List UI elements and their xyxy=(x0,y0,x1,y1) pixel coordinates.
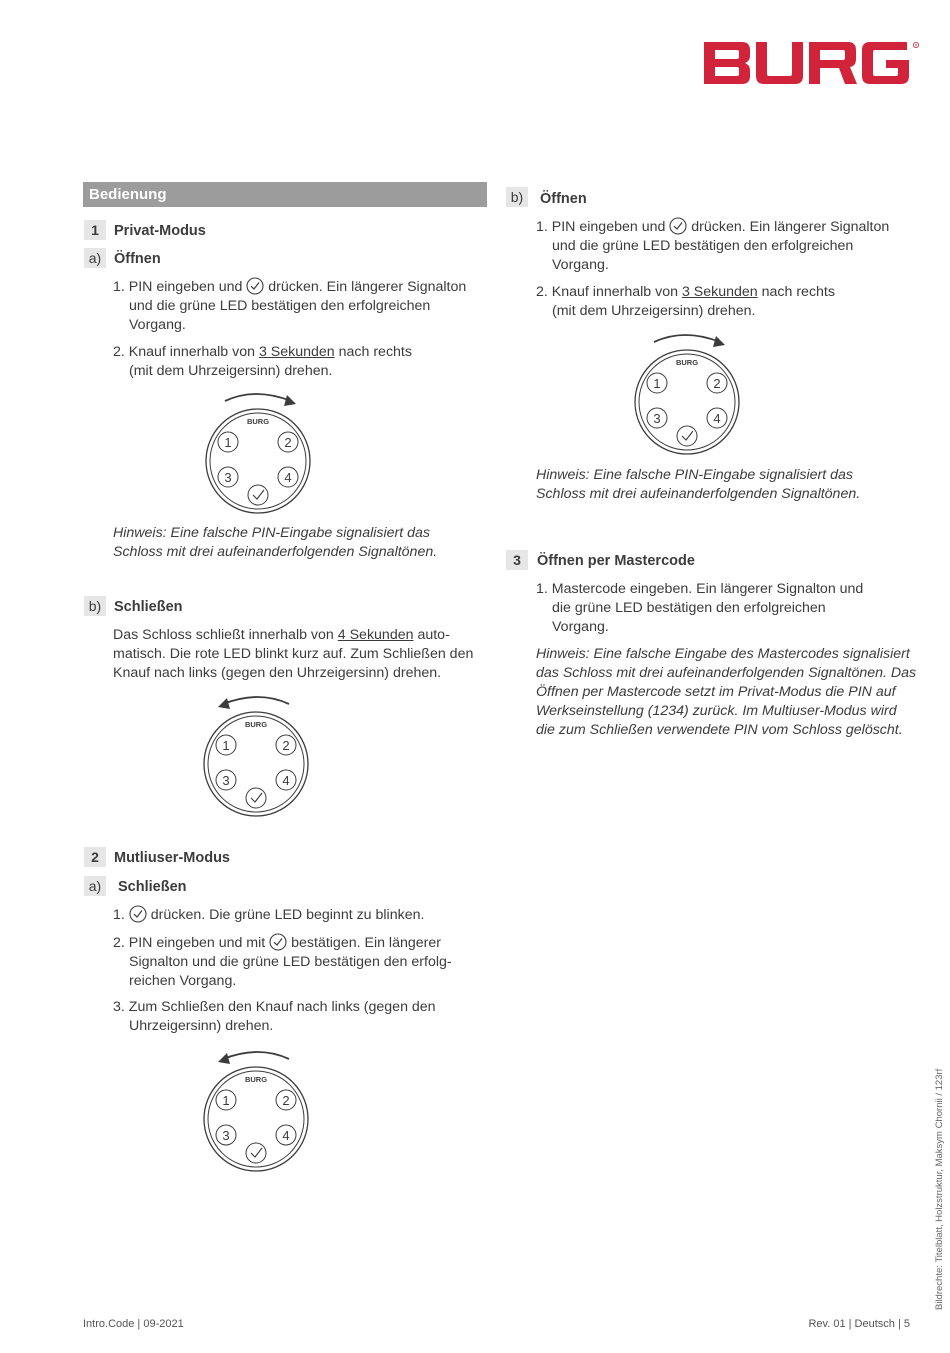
section-title: Bedienung xyxy=(83,182,487,207)
key-4-label: 4 xyxy=(284,470,292,485)
key-1-label: 1 xyxy=(222,738,230,753)
footer-page-info: Rev. 01 | Deutsch | 5 xyxy=(808,1318,910,1330)
key-2-label: 2 xyxy=(282,1093,290,1108)
right-open-hint: Hinweis: Eine falsche PIN-Eingabe signalisiert das Schloss mit drei aufeinanderfolgenden Signaltönen. xyxy=(536,467,861,502)
key-2-label: 2 xyxy=(713,376,721,391)
lock-keypad-counterclockwise-diagram xyxy=(201,692,311,817)
key-3-label: 3 xyxy=(224,470,232,485)
svg-text:R: R xyxy=(914,43,918,48)
key-3-label: 3 xyxy=(222,773,230,788)
lock-brand-label: BURG xyxy=(246,417,270,426)
check-key-icon xyxy=(246,277,264,295)
right-open-step-2: 2. Knauf innerhalb von 3 Sekunden nach rechts (mit dem Uhrzeigersinn) drehen. xyxy=(536,284,835,319)
key-3-label: 3 xyxy=(653,411,661,426)
sub-label-badge: b) xyxy=(506,187,528,207)
open-heading: Öffnen xyxy=(114,251,161,267)
open-heading: Öffnen xyxy=(540,191,587,207)
image-credits: Bildrechte: Titelblatt, Holzstruktur, Maksym Chornii / 123rf xyxy=(934,1068,945,1310)
privat-open-hint: Hinweis: Eine falsche PIN-Eingabe signalisiert das Schloss mit drei aufeinanderfolgenden Signaltönen. xyxy=(113,525,438,560)
close-heading: Schließen xyxy=(118,879,187,895)
lock-keypad-clockwise-diagram xyxy=(203,389,313,514)
lock-brand-label: BURG xyxy=(244,720,268,729)
check-key-icon xyxy=(129,905,147,923)
key-4-label: 4 xyxy=(282,1128,290,1143)
privat-open-step-1: 1. PIN eingeben und drücken. Ein längerer Signalton und die grüne LED bestätigen den erfolgreichen Vorgang. xyxy=(113,279,467,333)
sub-label-badge: b) xyxy=(84,596,106,616)
check-key-icon xyxy=(669,217,687,235)
step-number-badge: 2 xyxy=(84,847,106,867)
sub-label-badge: a) xyxy=(84,876,106,896)
step-number-badge: 3 xyxy=(506,550,528,570)
sub-label-badge: a) xyxy=(84,248,106,268)
burg-logo xyxy=(704,42,920,84)
lock-keypad-counterclockwise-diagram xyxy=(201,1047,311,1172)
key-1-label: 1 xyxy=(224,435,232,450)
key-4-label: 4 xyxy=(713,411,721,426)
lock-brand-label: BURG xyxy=(675,358,699,367)
close-heading: Schließen xyxy=(114,599,183,615)
multi-close-step-3: 3. Zum Schließen den Knauf nach links (gegen den Uhrzeigersinn) drehen. xyxy=(113,999,436,1034)
mastercode-hint: Hinweis: Eine falsche Eingabe des Mastercodes signalisiert das Schloss mit drei aufeinanderfolgenden Signaltönen. Das Öffnen per Mastercode setzt im Privat-Modus die PIN auf Werkseinstellung (1234) zurück. Im Multiuser-Modus wird die zum Schließen verwendete PIN vom Schloss gelöscht. xyxy=(536,646,917,738)
multi-close-step-1: 1. drücken. Die grüne LED beginnt zu blinken. xyxy=(113,907,425,923)
key-4-label: 4 xyxy=(282,773,290,788)
mastercode-step-1: 1. Mastercode eingeben. Ein längerer Signalton und die grüne LED bestätigen den erfolgreichen Vorgang. xyxy=(536,581,864,635)
key-2-label: 2 xyxy=(282,738,290,753)
multiuser-mode-heading: Mutliuser-Modus xyxy=(114,850,230,866)
key-3-label: 3 xyxy=(222,1128,230,1143)
privat-mode-heading: Privat-Modus xyxy=(114,223,206,239)
step-number-badge: 1 xyxy=(84,220,106,240)
privat-close-text: Das Schloss schließt innerhalb von 4 Sekunden auto- matisch. Die rote LED blinkt kurz auf. Zum Schließen den Knauf nach links (gegen den Uhrzeigersinn) drehen. xyxy=(113,627,474,681)
key-1-label: 1 xyxy=(222,1093,230,1108)
footer-doc-info: Intro.Code | 09-2021 xyxy=(83,1318,184,1330)
multi-close-step-2: 2. PIN eingeben und mit bestätigen. Ein längerer Signalton und die grüne LED bestätigen den erfolg- reichen Vorgang. xyxy=(113,935,452,989)
privat-open-step-2: 2. Knauf innerhalb von 3 Sekunden nach rechts (mit dem Uhrzeigersinn) drehen. xyxy=(113,344,412,379)
right-open-step-1: 1. PIN eingeben und drücken. Ein längerer Signalton und die grüne LED bestätigen den erfolgreichen Vorgang. xyxy=(536,219,890,273)
key-2-label: 2 xyxy=(284,435,292,450)
lock-brand-label: BURG xyxy=(244,1075,268,1084)
mastercode-heading: Öffnen per Mastercode xyxy=(537,553,695,569)
check-key-icon xyxy=(269,933,287,951)
lock-keypad-clockwise-diagram xyxy=(632,330,742,455)
key-1-label: 1 xyxy=(653,376,661,391)
